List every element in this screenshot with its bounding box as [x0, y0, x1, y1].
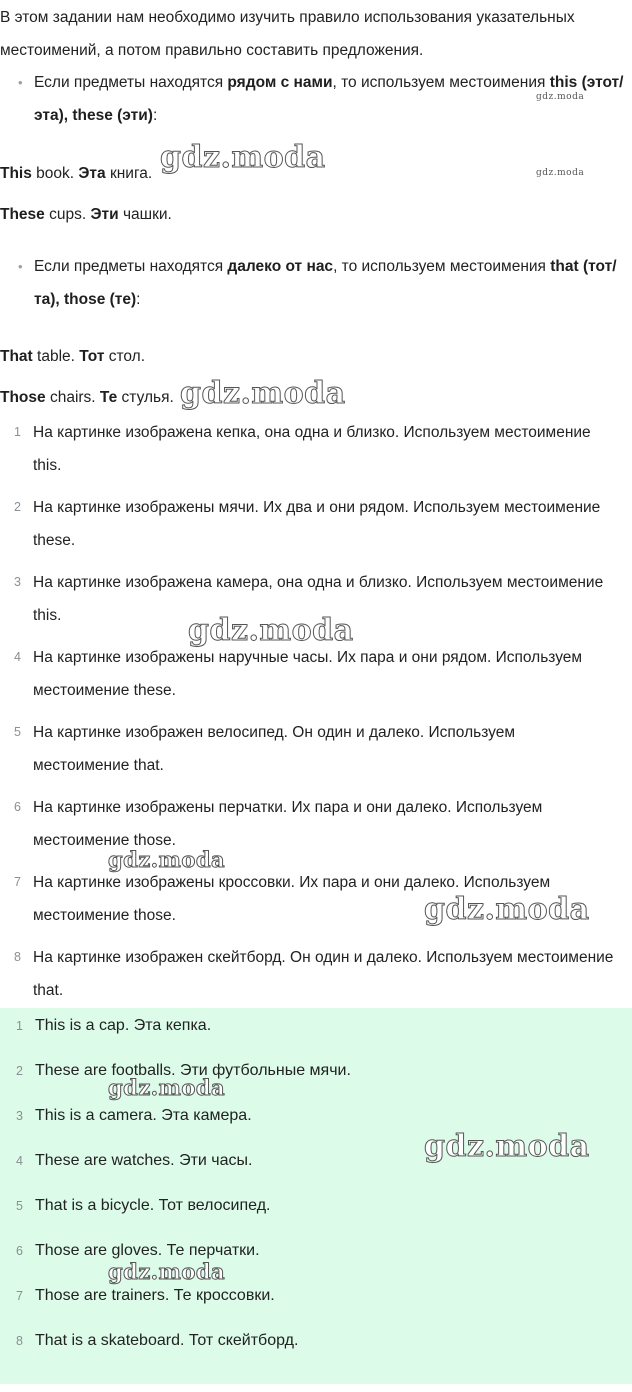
list-item: 7 На картинке изображены кроссовки. Их пара и они далеко. Используем местоимение those.: [14, 874, 551, 924]
answer-row: 7 Those are trainers. Те кроссовки.: [16, 1287, 275, 1304]
watermark-logo: gdz.moda: [108, 847, 226, 872]
answer-row: 1 This is a cap. Эта кепка.: [16, 1017, 212, 1034]
watermark-logo: gdz.moda: [108, 1259, 226, 1284]
example-that: That table. Тот стол.: [0, 348, 146, 365]
list-item: 5 На картинке изображен велосипед. Он один и далеко. Используем местоимение that.: [14, 724, 515, 774]
watermark-logo: gdz.moda: [188, 613, 354, 648]
list-item: 2 На картинке изображены мячи. Их два и они рядом. Используем местоимение these.: [14, 499, 601, 549]
example-this: This book. Эта книга.: [0, 165, 153, 182]
answer-row: 5 That is a bicycle. Тот велосипед.: [16, 1197, 271, 1214]
bullet-dot-icon: •: [18, 75, 23, 90]
bullet-dot-icon: •: [18, 259, 23, 274]
intro-text: В этом задании нам необходимо изучить правило использования указательных местоимений, а потом правильно составить предложения.: [0, 9, 575, 59]
list-item: 4 На картинке изображены наручные часы. Их пара и они рядом. Используем местоимение these.: [14, 649, 583, 699]
watermark-logo: gdz.moda: [424, 1129, 590, 1164]
answer-row: 8 That is a skateboard. Тот скейтборд.: [16, 1332, 299, 1349]
watermark-logo: gdz.moda: [536, 92, 585, 102]
list-item: 3 На картинке изображена камера, она одна и близко. Используем местоимение this.: [14, 574, 604, 624]
list-item: 8 На картинке изображен скейтборд. Он один и далеко. Используем местоимение that.: [14, 949, 614, 999]
list-item: 6 На картинке изображены перчатки. Их пара и они далеко. Используем местоимение those.: [14, 799, 543, 849]
watermark-logo: gdz.moda: [536, 168, 585, 178]
example-those: Those chairs. Те стулья.: [0, 389, 174, 406]
watermark-logo: gdz.moda: [108, 1075, 226, 1100]
rule-near: • Если предметы находятся рядом с нами, то используем местоимения this (этот/эта), these (эти):: [18, 66, 632, 132]
watermark-logo: gdz.moda: [160, 140, 326, 175]
answers-block: [0, 1008, 632, 1384]
example-these: These cups. Эти чашки.: [0, 206, 172, 223]
list-item: 1 На картинке изображена кепка, она одна и близко. Используем местоимение this.: [14, 424, 591, 474]
watermark-logo: gdz.moda: [424, 892, 590, 927]
answer-row: 3 This is a camera. Эта камера.: [16, 1107, 252, 1124]
answer-row: 2 These are footballs. Эти футбольные мячи.: [16, 1062, 351, 1079]
answer-row: 6 Those are gloves. Те перчатки.: [16, 1242, 260, 1259]
rule-far: • Если предметы находятся далеко от нас, то используем местоимения that (тот/та), those (те):: [18, 250, 632, 316]
answer-row: 4 These are watches. Эти часы.: [16, 1152, 253, 1169]
watermark-logo: gdz.moda: [180, 376, 346, 411]
